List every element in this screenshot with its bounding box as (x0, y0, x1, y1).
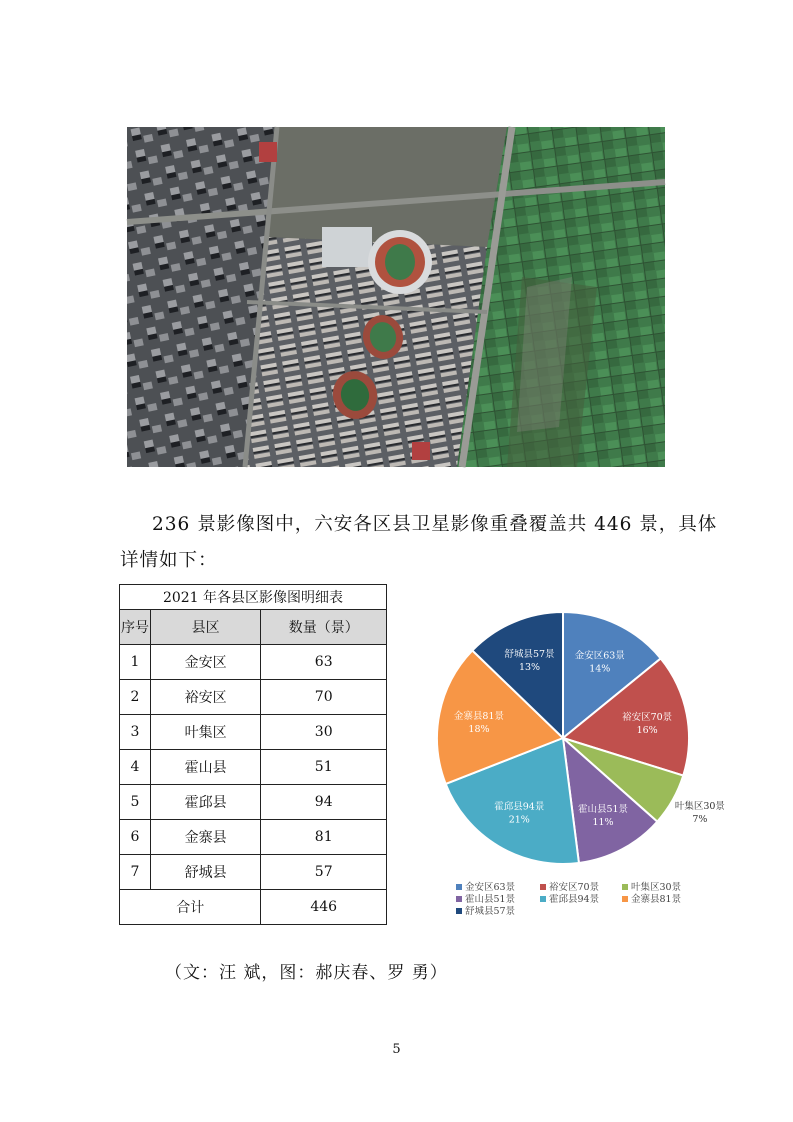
page-number: 5 (392, 1042, 401, 1057)
table-row (120, 820, 387, 855)
row-district: 霍邱县 (150, 785, 261, 820)
row-count: 63 (261, 645, 387, 680)
pie-slice-percent: 13% (518, 662, 541, 674)
paragraph-line-1: 236 景影像图中，六安各区县卫星影像重叠覆盖共 446 景，具体 (152, 514, 718, 535)
row-count: 70 (261, 680, 387, 715)
legend-label: 叶集区30景 (631, 882, 682, 893)
pie-slice-percent: 16% (636, 724, 658, 736)
table-row (120, 785, 387, 820)
legend-label: 霍邱县94景 (549, 894, 600, 905)
pie-slice-label: 金安区63景 (574, 650, 625, 662)
row-index: 2 (120, 680, 151, 715)
pie-chart (430, 600, 725, 930)
pie-slice-label: 霍山县51景 (577, 803, 629, 815)
row-district: 舒城县 (150, 855, 261, 890)
row-count: 81 (261, 820, 387, 855)
row-district: 裕安区 (150, 680, 261, 715)
row-count: 57 (261, 855, 387, 890)
table-row (120, 680, 387, 715)
legend-swatch (540, 884, 546, 890)
legend-label: 金安区63景 (465, 882, 516, 893)
row-district: 金安区 (150, 645, 261, 680)
pie-slice-label: 舒城县57景 (504, 649, 555, 661)
legend-label: 裕安区70景 (549, 882, 600, 893)
header-district: 县区 (150, 610, 261, 645)
header-count: 数量（景） (261, 610, 387, 645)
row-district: 金寨县 (150, 820, 261, 855)
row-index: 4 (120, 750, 151, 785)
table-caption: 2021 年各县区影像图明细表 (120, 585, 387, 610)
pie-slice-label: 霍邱县94景 (494, 801, 545, 813)
legend-swatch (622, 884, 628, 890)
row-district: 叶集区 (150, 715, 261, 750)
row-count: 51 (261, 750, 387, 785)
row-index: 6 (120, 820, 151, 855)
table-row (120, 855, 387, 890)
legend-label: 霍山县51景 (465, 894, 516, 905)
row-index: 3 (120, 715, 151, 750)
legend-label: 金寨县81景 (631, 894, 682, 905)
row-index: 5 (120, 785, 151, 820)
row-district: 霍山县 (150, 750, 261, 785)
paragraph-line-2: 详情如下： (120, 550, 218, 571)
pie-slice-label: 金寨县81景 (453, 711, 505, 723)
row-count: 94 (261, 785, 387, 820)
table-header-row (120, 610, 387, 645)
detail-table (119, 584, 387, 925)
legend-label: 舒城县57景 (465, 906, 516, 917)
pie-slice-label: 裕安区70景 (622, 711, 673, 723)
table-row (120, 750, 387, 785)
legend-swatch (456, 884, 462, 890)
table-total-row (120, 890, 387, 925)
pie-slice-label: 叶集区30景 (674, 800, 725, 812)
table-row (120, 715, 387, 750)
row-count: 30 (261, 715, 387, 750)
pie-slice-percent: 11% (592, 816, 614, 828)
pie-slice-percent: 7% (692, 813, 708, 825)
legend-swatch (622, 896, 628, 902)
pie-slice-percent: 14% (589, 663, 611, 675)
pie-slice-percent: 21% (508, 814, 530, 826)
table-row (120, 645, 387, 680)
pie-slice-percent: 18% (468, 724, 490, 736)
table-caption-row (120, 585, 387, 610)
total-label: 合计 (120, 890, 261, 925)
header-index: 序号 (120, 610, 151, 645)
row-index: 1 (120, 645, 151, 680)
total-value: 446 (261, 890, 387, 925)
legend-swatch (456, 896, 462, 902)
row-index: 7 (120, 855, 151, 890)
legend-swatch (456, 908, 462, 914)
credit-line: （文：汪 斌，图：郝庆春、罗 勇） (165, 963, 448, 983)
legend-swatch (540, 896, 546, 902)
satellite-image (127, 127, 665, 467)
